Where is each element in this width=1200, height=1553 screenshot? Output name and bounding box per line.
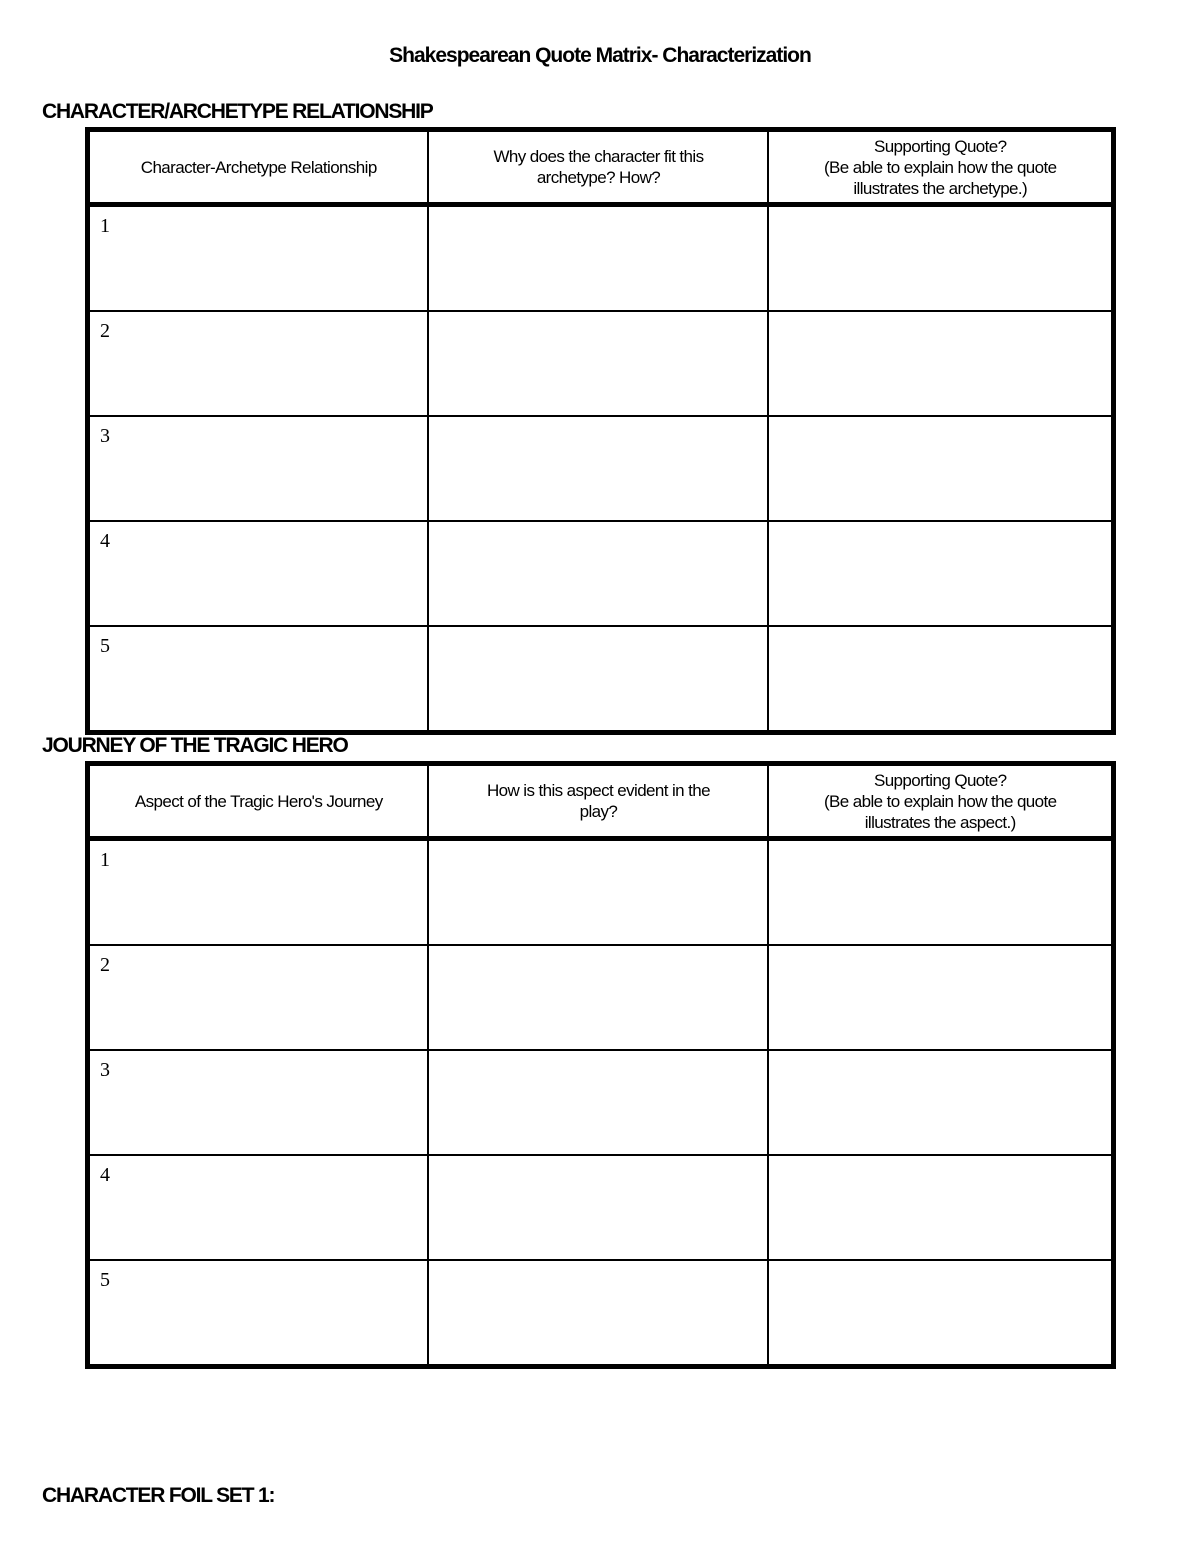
answer-cell[interactable] <box>768 1155 1113 1260</box>
answer-cell[interactable] <box>428 311 768 416</box>
answer-cell[interactable] <box>428 945 768 1050</box>
header-line: Why does the character fit this <box>493 147 704 166</box>
answer-cell[interactable] <box>768 1260 1113 1367</box>
header-line: Character-Archetype Relationship <box>140 157 377 177</box>
header-line: (Be able to explain how the quote <box>823 157 1057 177</box>
table-row <box>88 416 1114 521</box>
answer-cell[interactable] <box>768 839 1113 946</box>
tragic-hero-matrix-table <box>85 761 1116 1369</box>
answer-cell[interactable] <box>428 521 768 626</box>
answer-cell[interactable] <box>768 945 1113 1050</box>
answer-cell[interactable] <box>428 416 768 521</box>
table-row <box>88 839 1114 946</box>
section-heading-archetype: CHARACTER/ARCHETYPE RELATIONSHIP <box>42 100 433 123</box>
row-number: 3 <box>88 1050 429 1155</box>
archetype-matrix-table <box>85 127 1116 735</box>
answer-cell[interactable] <box>428 1155 768 1260</box>
table-row <box>88 626 1114 733</box>
header-line: archetype? How? <box>536 168 661 187</box>
table-row <box>88 945 1114 1050</box>
header-line: (Be able to explain how the quote <box>823 791 1057 811</box>
column-header-aspect <box>88 764 429 839</box>
answer-cell[interactable] <box>768 521 1113 626</box>
column-header-relationship <box>88 130 429 205</box>
column-header-supporting-quote <box>768 130 1113 205</box>
row-number: 4 <box>88 521 429 626</box>
row-number: 1 <box>88 839 429 946</box>
header-line: illustrates the aspect.) <box>864 812 1016 832</box>
answer-cell[interactable] <box>768 205 1113 312</box>
answer-cell[interactable] <box>428 1260 768 1367</box>
section-heading-foil-set: CHARACTER FOIL SET 1: <box>42 1484 275 1507</box>
column-header-how-evident <box>428 764 768 839</box>
answer-cell[interactable] <box>768 626 1113 733</box>
section-heading-tragic-hero: JOURNEY OF THE TRAGIC HERO <box>42 734 348 757</box>
answer-cell[interactable] <box>428 1050 768 1155</box>
answer-cell[interactable] <box>768 416 1113 521</box>
row-number: 5 <box>88 1260 429 1367</box>
answer-cell[interactable] <box>428 839 768 946</box>
table-row <box>88 311 1114 416</box>
header-line: Supporting Quote? <box>873 136 1007 156</box>
header-line: Aspect of the Tragic Hero's Journey <box>134 791 383 811</box>
row-number: 1 <box>88 205 429 312</box>
header-line: How is this aspect evident in the <box>486 781 710 800</box>
header-line: illustrates the archetype.) <box>853 178 1028 198</box>
table-header-row <box>88 764 1114 839</box>
answer-cell[interactable] <box>768 1050 1113 1155</box>
table-row <box>88 521 1114 626</box>
table-header-row <box>88 130 1114 205</box>
table-row <box>88 1260 1114 1367</box>
page-title: Shakespearean Quote Matrix- Characterization <box>389 44 811 67</box>
table-row <box>88 1050 1114 1155</box>
table-row <box>88 1155 1114 1260</box>
answer-cell[interactable] <box>768 311 1113 416</box>
row-number: 5 <box>88 626 429 733</box>
table-row <box>88 205 1114 312</box>
header-line: play? <box>579 802 618 821</box>
answer-cell[interactable] <box>428 205 768 312</box>
row-number: 4 <box>88 1155 429 1260</box>
answer-cell[interactable] <box>428 626 768 733</box>
column-header-supporting-quote <box>768 764 1113 839</box>
header-line: Supporting Quote? <box>873 770 1007 790</box>
row-number: 2 <box>88 311 429 416</box>
row-number: 2 <box>88 945 429 1050</box>
column-header-why-fit <box>428 130 768 205</box>
row-number: 3 <box>88 416 429 521</box>
